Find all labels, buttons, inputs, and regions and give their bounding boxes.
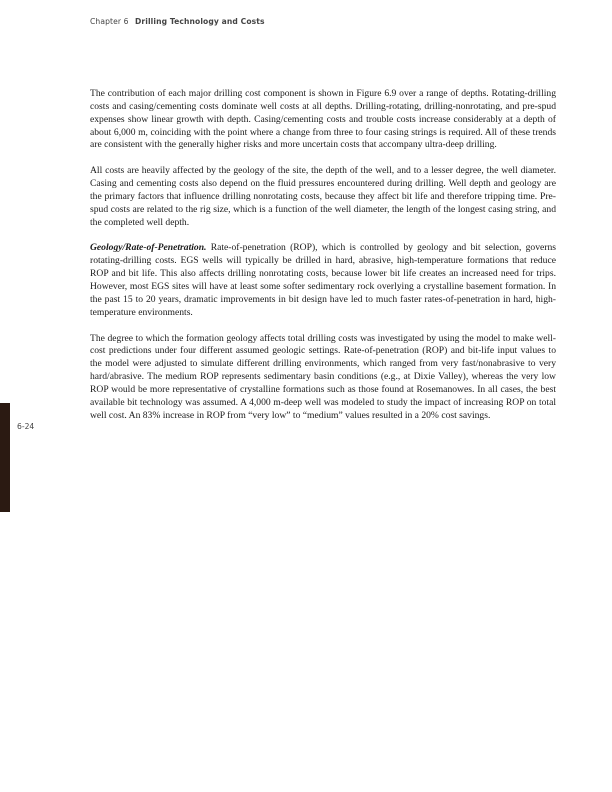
paragraph-cost-components <box>90 88 556 152</box>
paragraph-text: The degree to which the formation geology affects total drilling costs was investigated by using the model to make well-cost predictions under four different assumed geologic settings. Rate-of-penetration (ROP) and bit-life input values to the model were adjusted to simulate different drilling environments, which ranged from very fast/nonabrasive to very hard/abrasive. The medium ROP represents sedimentary basin conditions (e.g., at Dixie Valley), whereas the very low ROP would be more representative of crystalline formations such as those found at Rosemanowes. In all cases, the best available bit technology was assumed. A 4,000 m-deep well was modeled to study the impact of increasing ROP on total well cost. An 83% increase in ROP from “very low” to “medium” values resulted in a 20% cost savings. <box>90 332 556 421</box>
run-in-heading: Geology/Rate-of-Penetration. <box>90 242 207 254</box>
running-header <box>90 17 265 26</box>
chapter-label: Chapter 6 <box>90 17 129 26</box>
paragraph-text: Rate-of-penetration (ROP), which is controlled by geology and bit selection, governs rotating-drilling costs. EGS wells will typically be drilled in hard, abrasive, high-temperature formations that reduce ROP and bit life. This also affects drilling nonrotating costs, because lower bit life creates an increased need for trips. However, most EGS sites will have at least some softer sedimentary rock overlying a crystalline basement formation. In the past 15 to 20 years, dramatic improvements in bit design have led to much faster rates-of-penetration in hard, high-temperature environments. <box>90 242 556 318</box>
paragraph-text: All costs are heavily affected by the geology of the site, the depth of the well, and to a lesser degree, the well diameter. Casing and cementing costs also depend on the fluid pressures encountered during drilling. Well depth and geology are the primary factors that influence drilling nonrotating costs, because they affect bit life and therefore tripping time. Pre-spud costs are related to the rig size, which is a function of the well diameter, the length of the longest casing string, and the completed well depth. <box>90 165 556 228</box>
margin-tab-bar <box>0 403 10 512</box>
paragraph-formation-geology <box>90 333 556 423</box>
paragraph-geology-depth <box>90 165 556 229</box>
paragraph-rate-of-penetration <box>90 242 556 319</box>
paragraph-text: The contribution of each major drilling cost component is shown in Figure 6.9 over a range of depths. Rotating-drilling costs and casing/cementing costs dominate well costs at all depths. Drilling-rotating, drilling-nonrotating, and pre-spud expenses show linear growth with depth. Casing/cementing costs and trouble costs increase considerably at a depth of about 6,000 m, coinciding with the point where a change from three to four casing strings is required. All of these trends are consistent with the generally higher risks and more uncertain costs that accompany ultra-deep drilling. <box>90 88 556 151</box>
body-text <box>90 88 556 435</box>
chapter-title: Drilling Technology and Costs <box>135 17 265 26</box>
page-number: 6-24 <box>17 422 35 431</box>
